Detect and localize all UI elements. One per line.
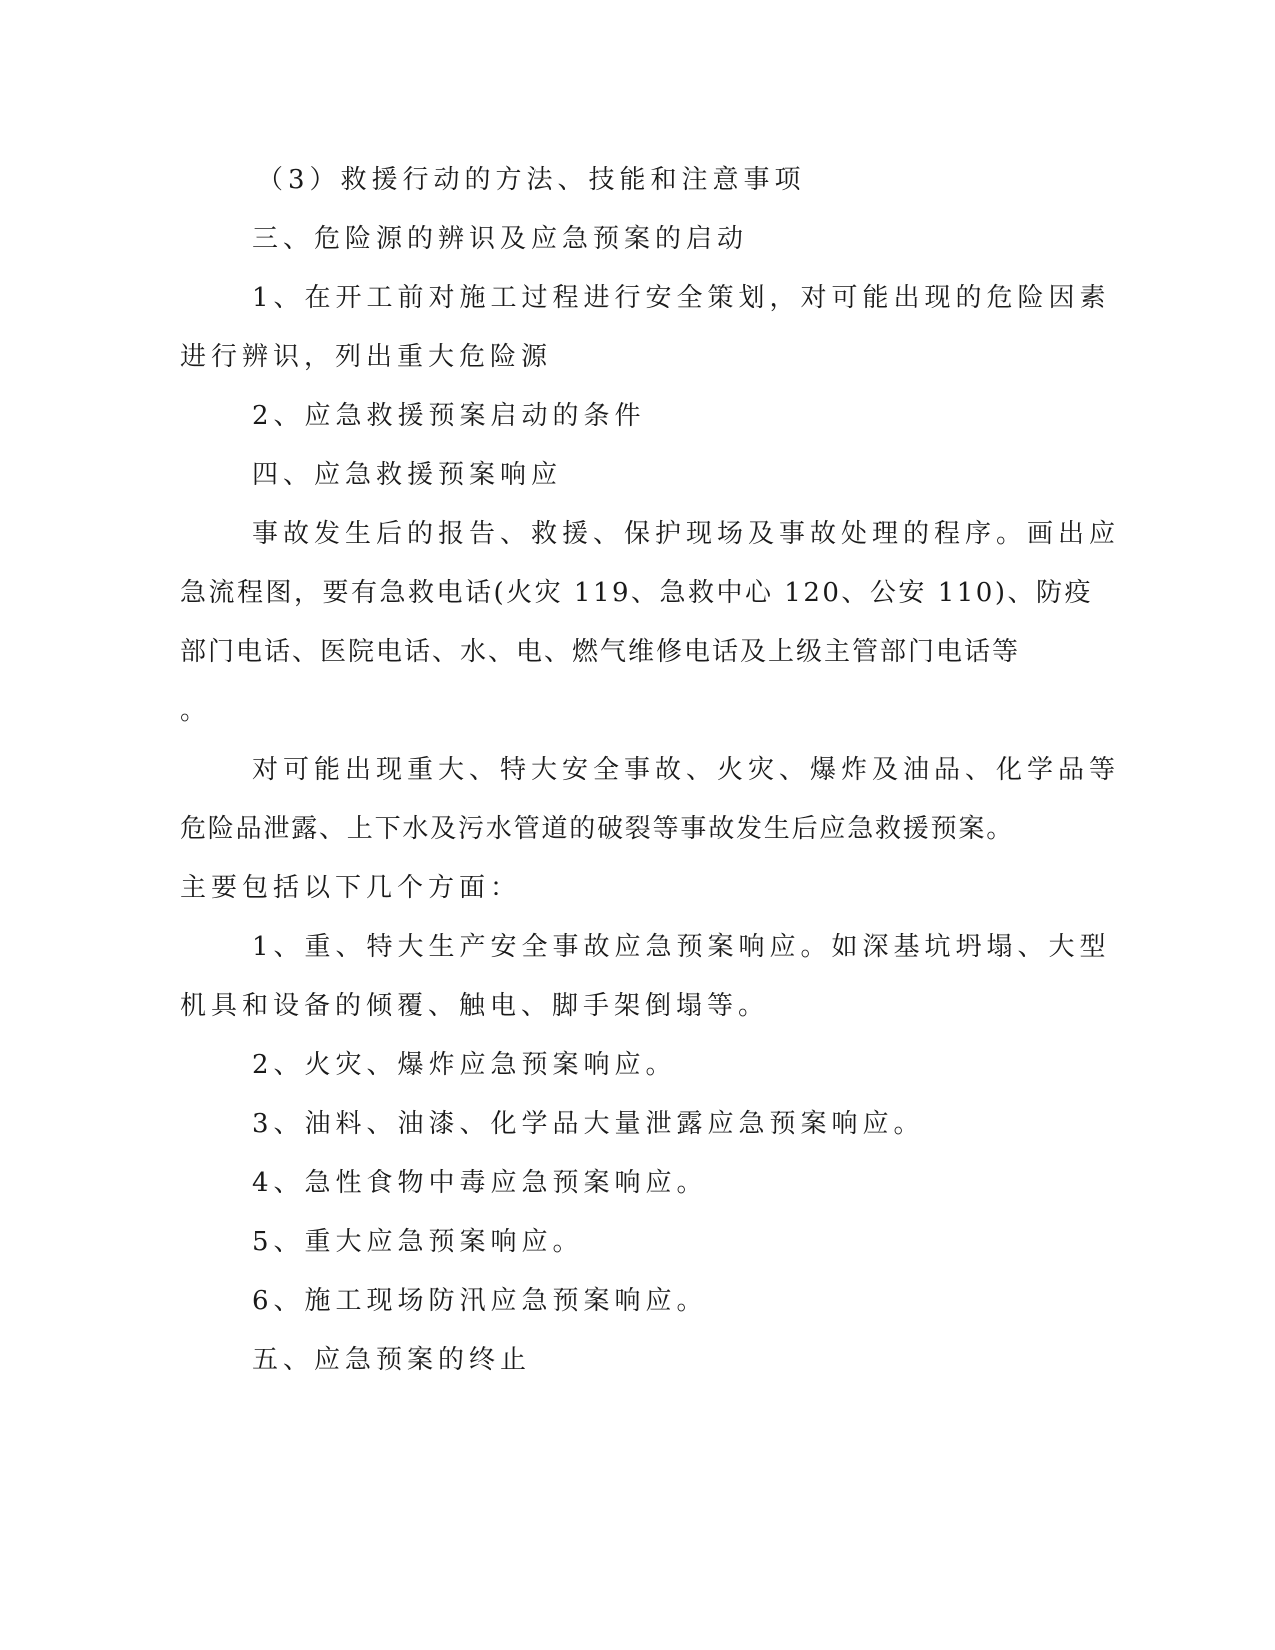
- section-heading: 四、应急救援预案响应: [252, 460, 563, 490]
- text-line: 5、重大应急预案响应。: [252, 1227, 584, 1257]
- text-line: 3、油料、油漆、化学品大量泄露应急预案响应。: [252, 1109, 925, 1139]
- text-line: 1、在开工前对施工过程进行安全策划，对可能出现的危险因素: [252, 283, 1111, 313]
- text-line: 对可能出现重大、特大安全事故、火灾、爆炸及油品、化学品等: [252, 755, 1121, 785]
- text-line: 部门电话、医院电话、水、电、燃气维修电话及上级主管部门电话等: [180, 637, 1021, 667]
- text-line: 2、应急救援预案启动的条件: [252, 401, 646, 431]
- section-heading: 三、危险源的辨识及应急预案的启动: [252, 224, 749, 254]
- text-line: 1、重、特大生产安全事故应急预案响应。如深基坑坍塌、大型: [252, 932, 1111, 962]
- text-line: 6、施工现场防汛应急预案响应。: [252, 1286, 708, 1316]
- text-line: 。: [180, 696, 212, 726]
- text-line: 机具和设备的倾覆、触电、脚手架倒塌等。: [180, 991, 770, 1021]
- text-line: 进行辨识，列出重大危险源: [180, 342, 553, 372]
- text-line: 2、火灾、爆炸应急预案响应。: [252, 1050, 677, 1080]
- text-line: 4、急性食物中毒应急预案响应。: [252, 1168, 708, 1198]
- text-line: 急流程图，要有急救电话(火灾 119、急救中心 120、公安 110)、防疫: [180, 578, 1093, 608]
- text-line: （3）救援行动的方法、技能和注意事项: [257, 165, 806, 195]
- text-line: 危险品泄露、上下水及污水管道的破裂等事故发生后应急救援预案。: [180, 814, 1015, 844]
- text-line: 事故发生后的报告、救援、保护现场及事故处理的程序。画出应: [252, 519, 1121, 549]
- section-heading: 五、应急预案的终止: [252, 1345, 532, 1375]
- text-line: 主要包括以下几个方面：: [180, 873, 522, 903]
